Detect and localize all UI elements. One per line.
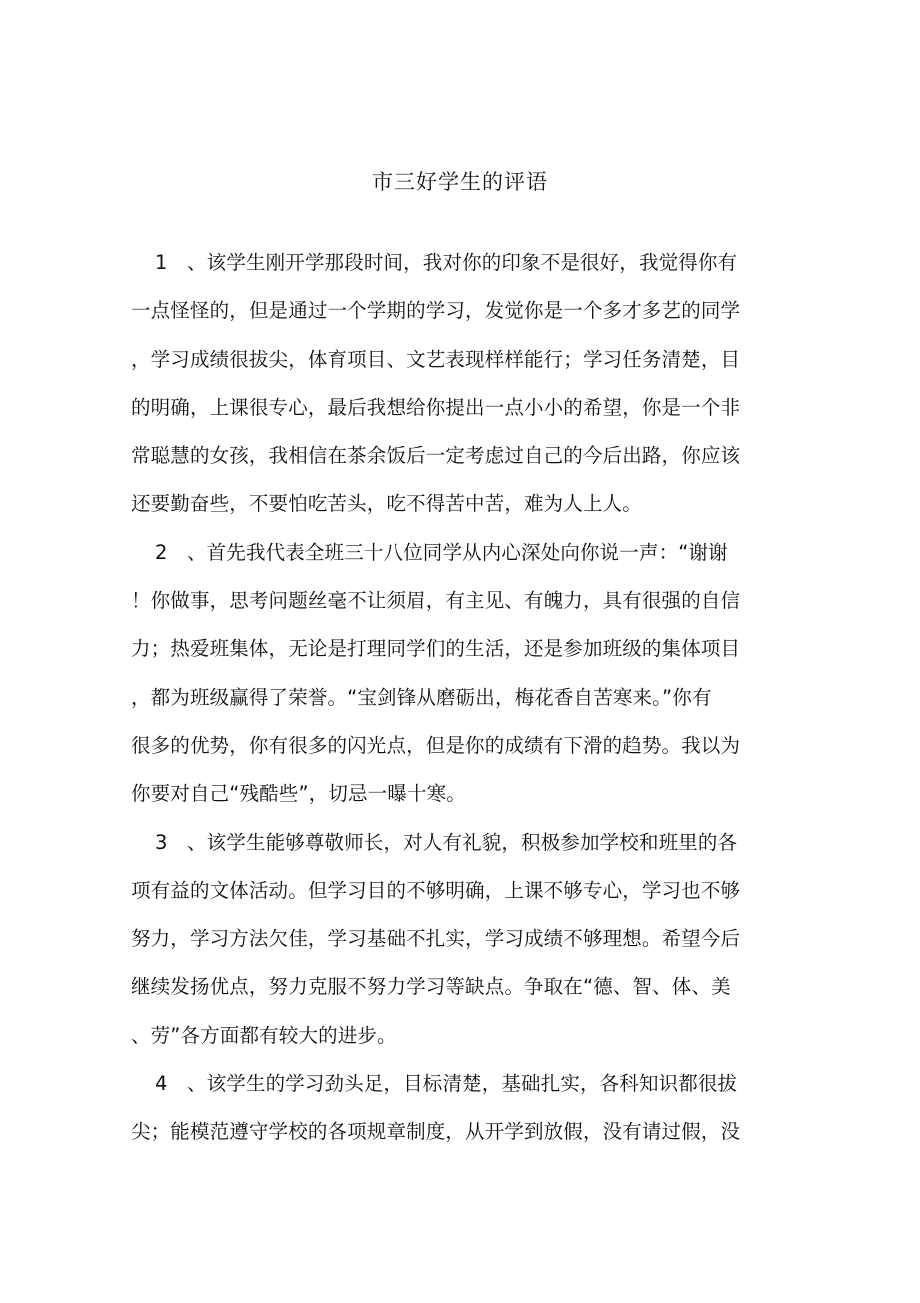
- paragraph-1-line-3: ，学习成绩很拔尖，体育项目、文艺表现样样能行；学习任务清楚，目: [131, 347, 741, 371]
- paragraph-1-line-1: [131, 248, 791, 296]
- paragraph-3-text: 、该学生能够尊敬师长，对人有礼貌，积极参加学校和班里的各: [187, 830, 738, 854]
- paragraph-1-line-6: 还要勤奋些，不要怕吃苦头，吃不得苦中苦，难为人上人。: [131, 492, 642, 516]
- paragraph-2-line-3: 力；热爱班集体，无论是打理同学们的生活，还是参加班级的集体项目: [131, 637, 741, 661]
- paragraph-2-line-5: 很多的优势，你有很多的闪光点，但是你的成绩有下滑的趋势。我以为: [131, 733, 741, 757]
- paragraph-3-line-3: 努力，学习方法欠佳，学习基础不扎实，学习成绩不够理想。希望今后: [131, 927, 741, 951]
- paragraph-4-line-2: 尖；能模范遵守学校的各项规章制度，从开学到放假，没有请过假，没: [131, 1120, 741, 1144]
- paragraph-2-line-2: ！你做事，思考问题丝毫不让须眉，有主见、有魄力，具有很强的自信: [131, 589, 741, 613]
- paragraph-4-line-1: [131, 1069, 791, 1117]
- paragraph-3-number: 3: [155, 830, 168, 854]
- paragraph-3-line-2: 项有益的文体活动。但学习目的不够明确，上课不够专心，学习也不够: [131, 878, 741, 902]
- paragraph-1-number: 1: [155, 251, 168, 274]
- paragraph-2-line-1: [131, 538, 791, 586]
- paragraph-1-text: 、该学生刚开学那段时间，我对你的印象不是很好，我觉得你有: [187, 251, 738, 274]
- document-body: [131, 248, 791, 1166]
- paragraph-4-text: 、该学生的学习劲头足，目标清楚，基础扎实，各科知识都很拔: [187, 1072, 738, 1096]
- document-title: 市三好学生的评语: [372, 170, 548, 194]
- paragraph-4-number: 4: [155, 1072, 168, 1096]
- paragraph-1-line-2: 一点怪怪的，但是通过一个学期的学习，发觉你是一个多才多艺的同学: [131, 299, 741, 323]
- paragraph-1-line-4: 的明确，上课很专心，最后我想给你提出一点小小的希望，你是一个非: [131, 395, 741, 419]
- paragraph-2-line-6: 你要对自己“残酷些”，切忌一曝十寒。: [131, 782, 466, 806]
- paragraph-2-line-4: ，都为班级赢得了荣誉。“宝剑锋从磨砺出，梅花香自苦寒来。”你有: [131, 685, 712, 709]
- paragraph-3-line-1: [131, 828, 791, 876]
- paragraph-3-line-4: 继续发扬优点，努力克服不努力学习等缺点。争取在“德、智、体、美: [131, 975, 731, 999]
- paragraph-3-line-5: 、劳”各方面都有较大的进步。: [131, 1023, 397, 1047]
- paragraph-2-number: 2: [155, 540, 168, 564]
- paragraph-1-line-5: 常聪慧的女孩，我相信在茶余饭后一定考虑过自己的今后出路，你应该: [131, 444, 741, 468]
- paragraph-2-text: 、首先我代表全班三十八位同学从内心深处向你说一声：“谢谢: [187, 540, 728, 564]
